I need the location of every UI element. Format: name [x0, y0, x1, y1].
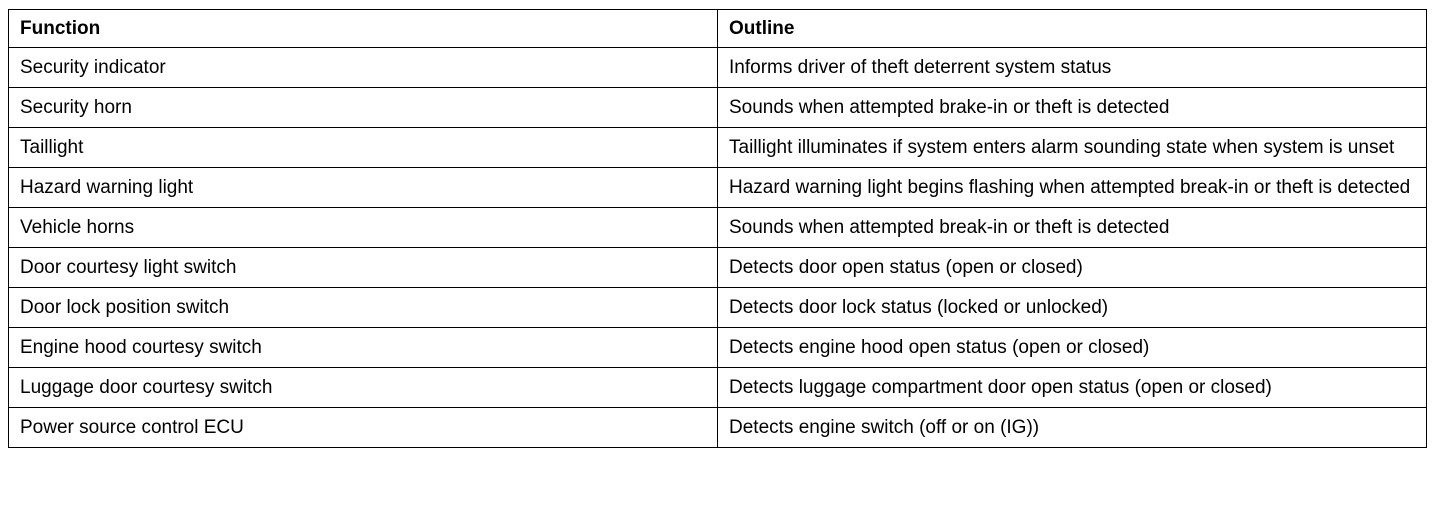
header-function: Function [9, 10, 718, 48]
outline-cell: Taillight illuminates if system enters alarm sounding state when system is unset [718, 128, 1427, 168]
function-cell: Engine hood courtesy switch [9, 328, 718, 368]
outline-cell: Sounds when attempted brake-in or theft is detected [718, 88, 1427, 128]
table-row [9, 288, 1427, 328]
table-row [9, 208, 1427, 248]
table-row [9, 328, 1427, 368]
table-row [9, 408, 1427, 448]
outline-cell: Detects luggage compartment door open status (open or closed) [718, 368, 1427, 408]
table-row [9, 128, 1427, 168]
outline-cell: Hazard warning light begins flashing when attempted break-in or theft is detected [718, 168, 1427, 208]
outline-cell: Sounds when attempted break-in or theft is detected [718, 208, 1427, 248]
outline-cell: Detects engine hood open status (open or closed) [718, 328, 1427, 368]
outline-cell: Detects door open status (open or closed) [718, 248, 1427, 288]
function-cell: Security horn [9, 88, 718, 128]
outline-cell: Detects door lock status (locked or unlocked) [718, 288, 1427, 328]
function-outline-table [8, 9, 1427, 448]
function-cell: Security indicator [9, 48, 718, 88]
function-cell: Luggage door courtesy switch [9, 368, 718, 408]
function-cell: Hazard warning light [9, 168, 718, 208]
table-header-row [9, 10, 1427, 48]
header-outline: Outline [718, 10, 1427, 48]
function-cell: Door lock position switch [9, 288, 718, 328]
table-row [9, 48, 1427, 88]
table-row [9, 368, 1427, 408]
outline-cell: Detects engine switch (off or on (IG)) [718, 408, 1427, 448]
table-row [9, 88, 1427, 128]
function-cell: Door courtesy light switch [9, 248, 718, 288]
table-row [9, 248, 1427, 288]
table-row [9, 168, 1427, 208]
function-cell: Power source control ECU [9, 408, 718, 448]
outline-cell: Informs driver of theft deterrent system status [718, 48, 1427, 88]
function-cell: Vehicle horns [9, 208, 718, 248]
function-cell: Taillight [9, 128, 718, 168]
